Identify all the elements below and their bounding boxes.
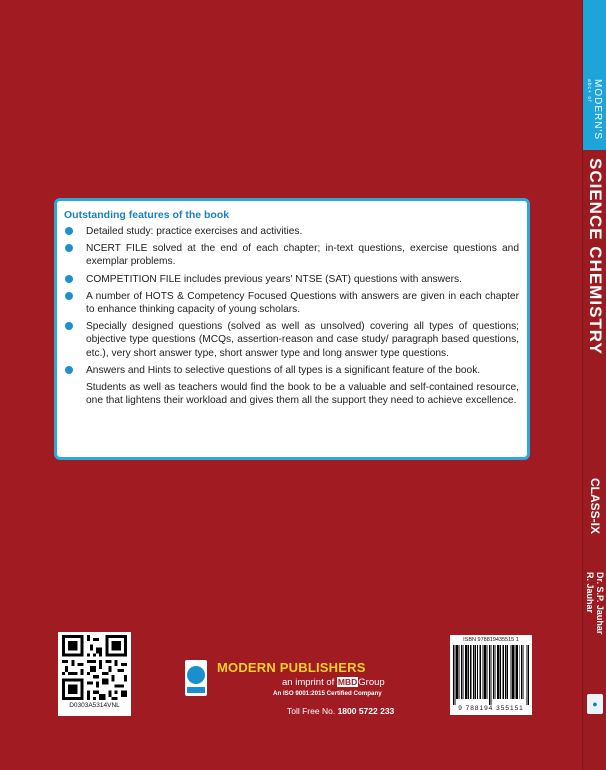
- publisher-tollfree: Toll Free No. 1800 5722 233: [287, 706, 395, 716]
- bullet-icon: [65, 292, 73, 300]
- bullet-icon: [65, 322, 73, 330]
- qr-code-icon: [62, 635, 127, 700]
- publisher-imprint: an imprint of MBDGroup: [282, 677, 385, 688]
- qr-code-label: D0303A5314VNL: [69, 702, 120, 709]
- qr-code-block: [58, 632, 131, 716]
- publisher-iso: An ISO 9001:2015 Certified Company: [273, 690, 382, 697]
- features-closing: Students as well as teachers would find the book to be a valuable and self-contained resource, one that lightens their workload and gives them all the support they need to achieve excellence.: [86, 382, 519, 407]
- mbd-logo: MBD: [337, 677, 358, 687]
- isbn-digits: 9 788194 355151: [458, 705, 524, 712]
- bullet-icon: [65, 275, 73, 283]
- feature-item: Answers and Hints to selective questions of all types is a significant feature of the book.: [64, 364, 519, 377]
- features-heading: Outstanding features of the book: [64, 209, 230, 221]
- book-spine: [582, 0, 606, 770]
- bullet-icon: [65, 244, 73, 252]
- feature-item: COMPETITION FILE includes previous years' NTSE (SAT) questions with answers.: [64, 273, 519, 286]
- publisher-logo-icon: [185, 660, 207, 696]
- feature-item: Specially designed questions (solved as well as unsolved) covering all types of questions; objective type questions (MCQs, assertion-reason and case study/ paragraph based questions, etc.), very short answer type, short answer type and long answer type questions.: [64, 320, 519, 360]
- features-list: [64, 225, 519, 377]
- spine-logo-icon: ●: [587, 694, 603, 714]
- spine-class: CLASS-IX: [588, 478, 602, 535]
- feature-item: Detailed study: practice exercises and activities.: [64, 225, 519, 238]
- barcode-icon: [453, 645, 529, 705]
- publisher-name: MODERN PUBLISHERS: [217, 660, 366, 675]
- bullet-icon: [65, 366, 73, 374]
- spine-title: SCIENCE CHEMISTRY: [586, 158, 605, 355]
- publisher-block: [185, 660, 415, 750]
- spine-brand: MODERN'S abc+ of: [586, 78, 604, 140]
- bullet-icon: [65, 227, 73, 235]
- spine-authors: Dr. S.P. Jauhar R. Jauhar: [585, 572, 605, 635]
- features-box: [54, 198, 530, 460]
- feature-item: A number of HOTS & Competency Focused Questions with answers are given in each chapter to enhance thinking capacity of young scholars.: [64, 290, 519, 316]
- barcode-block: [450, 635, 532, 715]
- feature-item: NCERT FILE solved at the end of each chapter; in-text questions, exercise questions and exemplar problems.: [64, 242, 519, 268]
- isbn-label: ISBN 978819435515 1: [463, 637, 519, 643]
